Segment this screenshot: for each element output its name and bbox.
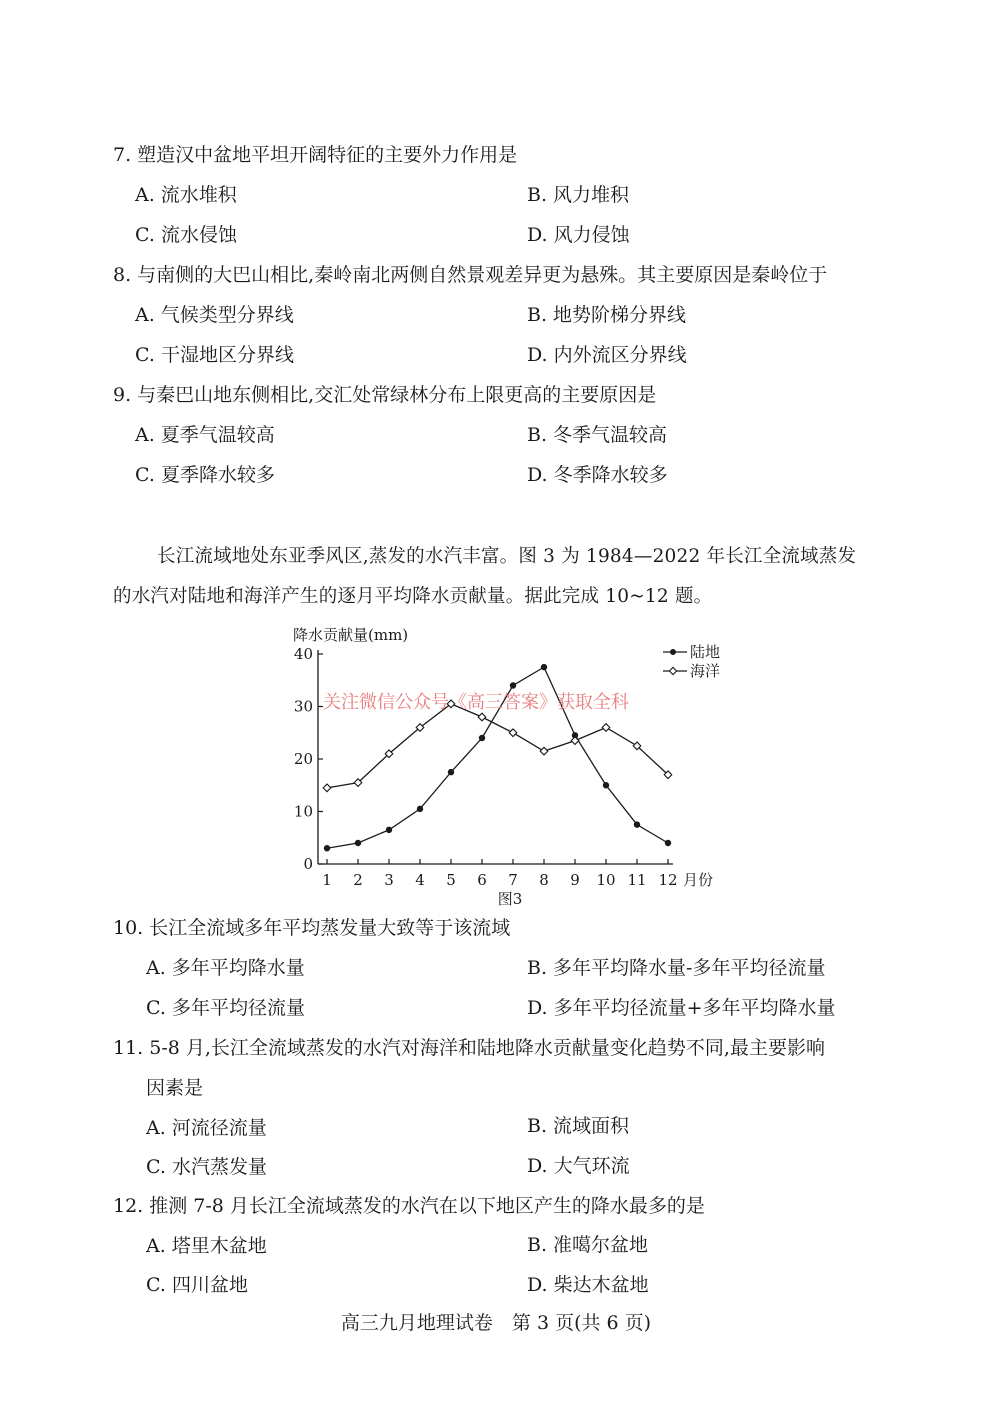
question-7-option-a: A. 流水堆积 [135,184,237,206]
land-data-point [355,840,361,846]
y-tick-label: 40 [293,645,313,663]
question-11-option-b: B. 流域面积 [527,1115,630,1137]
question-7-stem: 7. 塑造汉中盆地平坦开阔特征的主要外力作用是 [113,144,518,166]
x-tick-label: 6 [477,871,487,889]
question-12-stem: 12. 推测 7-8 月长江全流域蒸发的水汽在以下地区产生的降水最多的是 [113,1195,705,1217]
legend-label: 海洋 [690,662,721,680]
x-tick-label: 7 [508,871,518,889]
x-axis-label: 月份 [683,871,714,889]
question-8-option-a: A. 气候类型分界线 [135,304,294,326]
x-tick-label: 12 [658,871,678,889]
watermark: 关注微信公众号《高三答案》获取全科 [323,692,629,713]
x-tick-label: 9 [570,871,580,889]
question-12-option-d: D. 柴达木盆地 [527,1274,649,1296]
x-tick-label: 4 [415,871,425,889]
land-data-point [386,827,392,833]
land-data-point [417,806,423,812]
y-tick-label: 0 [303,855,313,873]
y-axis-label: 降水贡献量(mm) [293,626,409,644]
legend-marker-ocean [669,667,676,674]
question-9-option-a: A. 夏季气温较高 [135,424,275,446]
y-tick-label: 20 [293,750,313,768]
land-data-point [541,664,547,670]
legend-marker-land [670,649,676,655]
question-8-option-d: D. 内外流区分界线 [527,344,687,366]
question-7-option-d: D. 风力侵蚀 [527,224,630,246]
land-data-point [448,769,454,775]
question-9-option-c: C. 夏季降水较多 [135,464,275,486]
question-12-option-c: C. 四川盆地 [146,1274,248,1296]
question-11-stem-line-2: 因素是 [146,1077,204,1099]
land-data-point [603,782,609,788]
ocean-data-point [602,724,610,732]
legend-label: 陆地 [690,643,721,661]
y-tick-label: 10 [293,802,313,821]
page-footer: 高三九月地理试卷 第 3 页(共 6 页) [340,1312,652,1334]
x-tick-label: 2 [353,871,363,889]
question-10-option-c: C. 多年平均径流量 [146,997,305,1019]
ocean-data-point [478,713,486,721]
question-8-option-c: C. 干湿地区分界线 [135,344,294,366]
question-11-stem-line-1: 11. 5-8 月,长江全流域蒸发的水汽对海洋和陆地降水贡献量变化趋势不同,最主要影响 [113,1037,825,1059]
ocean-data-point [571,737,579,745]
ocean-data-point [540,747,548,755]
x-tick-label: 3 [384,871,394,889]
land-data-point [324,845,330,851]
land-data-point [479,735,485,741]
question-8-stem: 8. 与南侧的大巴山相比,秦岭南北两侧自然景观差异更为悬殊。其主要原因是秦岭位于 [113,264,828,286]
question-11-option-c: C. 水汽蒸发量 [146,1156,267,1178]
question-8-option-b: B. 地势阶梯分界线 [527,304,687,326]
land-data-point [634,821,640,827]
question-10-option-a: A. 多年平均降水量 [146,957,305,979]
passage-line-1: 长江流域地处东亚季风区,蒸发的水汽丰富。图 3 为 1984—2022 年长江全流域蒸发 [157,546,857,567]
question-9-option-d: D. 冬季降水较多 [527,464,668,486]
ocean-data-point [323,784,331,792]
chart-title: 图3 [497,890,523,908]
question-7-option-c: C. 流水侵蚀 [135,224,237,246]
question-12-option-b: B. 准噶尔盆地 [527,1234,649,1256]
ocean-data-point [509,729,517,737]
series-line-ocean [327,704,668,788]
question-10-option-d: D. 多年平均径流量+多年平均降水量 [527,997,836,1019]
x-tick-label: 5 [446,871,456,889]
x-tick-label: 10 [596,871,616,889]
question-9-stem: 9. 与秦巴山地东侧相比,交汇处常绿林分布上限更高的主要原因是 [113,384,657,406]
passage-line-2: 的水汽对陆地和海洋产生的逐月平均降水贡献量。据此完成 10~12 题。 [113,586,713,607]
figure-3-chart [275,618,735,918]
y-tick-label: 30 [293,697,313,716]
question-11-option-a: A. 河流径流量 [146,1117,267,1139]
question-10-stem: 10. 长江全流域多年平均蒸发量大致等于该流域 [113,917,511,939]
question-7-option-b: B. 风力堆积 [527,184,630,206]
land-data-point [665,840,671,846]
x-tick-label: 1 [322,871,332,889]
x-tick-label: 11 [627,871,647,889]
question-12-option-a: A. 塔里木盆地 [146,1235,267,1257]
question-10-option-b: B. 多年平均降水量-多年平均径流量 [527,957,826,979]
question-9-option-b: B. 冬季气温较高 [527,424,668,446]
x-tick-label: 8 [539,871,549,889]
question-11-option-d: D. 大气环流 [527,1155,630,1177]
